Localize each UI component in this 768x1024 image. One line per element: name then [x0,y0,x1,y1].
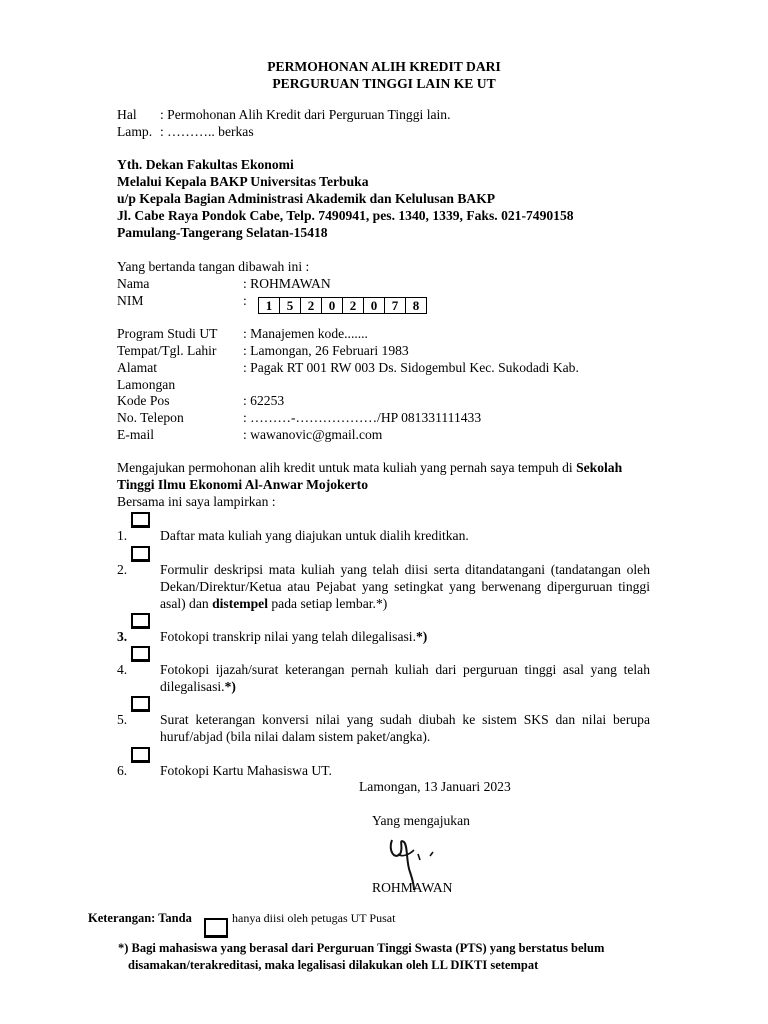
intro-text: Yang bertanda tangan dibawah ini : [117,259,310,274]
prodi-label: Program Studi UT [117,326,218,341]
alamat-continuation: Lamongan [117,377,176,392]
email-value: : wawanovic@gmail.com [243,427,383,442]
kodepos-label: Kode Pos [117,393,170,408]
item-text-5: Surat keterangan konversi nilai yang sudah diubah ke sistem SKS dan nilai berupa huruf/abjad (bila nilai dalam sistem paket/angka). [160,712,650,744]
checkbox-item-5[interactable] [131,696,150,712]
nim-digit: 8 [412,298,420,313]
addressee-line5: Pamulang-Tangerang Selatan-15418 [117,225,328,240]
alamat-label: Alamat [117,360,158,375]
ttl-label: Tempat/Tgl. Lahir [117,343,217,358]
checkbox-item-4[interactable] [131,646,150,662]
nim-digit: 0 [322,298,343,313]
item-number: 4. [117,662,128,677]
prodi-value: : Manajemen kode....... [243,326,368,341]
addressee-line2: Melalui Kepala BAKP Universitas Terbuka [117,174,369,189]
keterangan-text: hanya diisi oleh petugas UT Pusat [232,911,396,925]
nim-digit: 5 [280,298,301,313]
email-label: E-mail [117,427,154,442]
nama-value: : ROHMAWAN [243,276,331,291]
item-number: 5. [117,712,128,727]
addressee-line4: Jl. Cabe Raya Pondok Cabe, Telp. 7490941, pes. 1340, 1339, Faks. 021-7490158 [117,208,574,223]
place-date: Lamongan, 13 Januari 2023 [359,779,511,794]
nim-digit: 7 [385,298,406,313]
checkbox-item-2[interactable] [131,546,150,562]
item-text-4: Fotokopi ijazah/surat keterangan pernah kuliah dari perguruan tinggi asal yang telah dilegalisasi.*) [160,662,650,694]
nama-label: Nama [117,276,150,291]
item-number: 6. [117,763,128,778]
nim-digit: 0 [364,298,385,313]
item-text-6: Fotokopi Kartu Mahasiswa UT. [160,763,332,778]
nim-digit: 1 [259,298,280,313]
footnote-line1: *) Bagi mahasiswa yang berasal dari Perguruan Tinggi Swasta (PTS) yang berstatus belum [118,941,605,955]
kodepos-value: : 62253 [243,393,285,408]
alamat-value: : Pagak RT 001 RW 003 Ds. Sidogembul Kec. Sukodadi Kab. [243,360,579,375]
item-text-1: Daftar mata kuliah yang diajukan untuk dialih kreditkan. [160,528,469,543]
document-title-line1: PERMOHONAN ALIH KREDIT DARI [267,59,501,74]
nim-label: NIM [117,293,144,308]
signer-name: ROHMAWAN [372,880,453,895]
item-number: 1. [117,528,128,543]
nim-colon: : [243,293,247,308]
addressee-line1: Yth. Dekan Fakultas Ekonomi [117,157,294,172]
nim-box [258,297,427,314]
checkbox-item-6[interactable] [131,747,150,763]
checkbox-item-3[interactable] [131,613,150,629]
school-name-part1: Sekolah [576,460,623,475]
item-text-3: Fotokopi transkrip nilai yang telah dilegalisasi.*) [160,629,428,644]
request-text: Mengajukan permohonan alih kredit untuk mata kuliah yang pernah saya tempuh di [117,460,573,475]
item-number: 2. [117,562,128,577]
checkbox-legend [204,918,228,938]
document-title-line2: PERGURUAN TINGGI LAIN KE UT [272,76,496,91]
school-name-part2: Tinggi Ilmu Ekonomi Al-Anwar Mojokerto [117,477,369,492]
item-text-2: Formulir deskripsi mata kuliah yang telah diisi serta ditandatangani (tandatangan oleh Dekan/Direktur/Ketua atau Pejabat yang setingkat yang berwenang diperguruan tinggi asal) dan distempel pada setiap lembar.*) [160,562,650,611]
item-number: 3. [117,629,128,644]
distempel-emphasis: distempel [212,596,268,611]
request-paragraph [117,459,622,476]
attach-text: Bersama ini saya lampirkan : [117,494,276,509]
hal-label: Hal [117,107,137,122]
telp-label: No. Telepon [117,410,184,425]
keterangan-label: Keterangan: Tanda [88,911,192,925]
nim-digit: 2 [343,298,364,313]
lamp-label: Lamp. [117,124,153,139]
hal-value: : Permohonan Alih Kredit dari Perguruan Tinggi lain. [160,107,451,122]
checkbox-item-1[interactable] [131,512,150,528]
closing-role: Yang mengajukan [372,813,470,828]
addressee-line3: u/p Kepala Bagian Administrasi Akademik dan Kelulusan BAKP [117,191,496,206]
ttl-value: : Lamongan, 26 Februari 1983 [243,343,409,358]
lamp-value: : ……….. berkas [160,124,254,139]
telp-value: : ………-………………/HP 081331111433 [243,410,482,425]
footnote-line2: disamakan/terakreditasi, maka legalisasi dilakukan oleh LL DIKTI setempat [128,958,539,972]
nim-digit: 2 [301,298,322,313]
